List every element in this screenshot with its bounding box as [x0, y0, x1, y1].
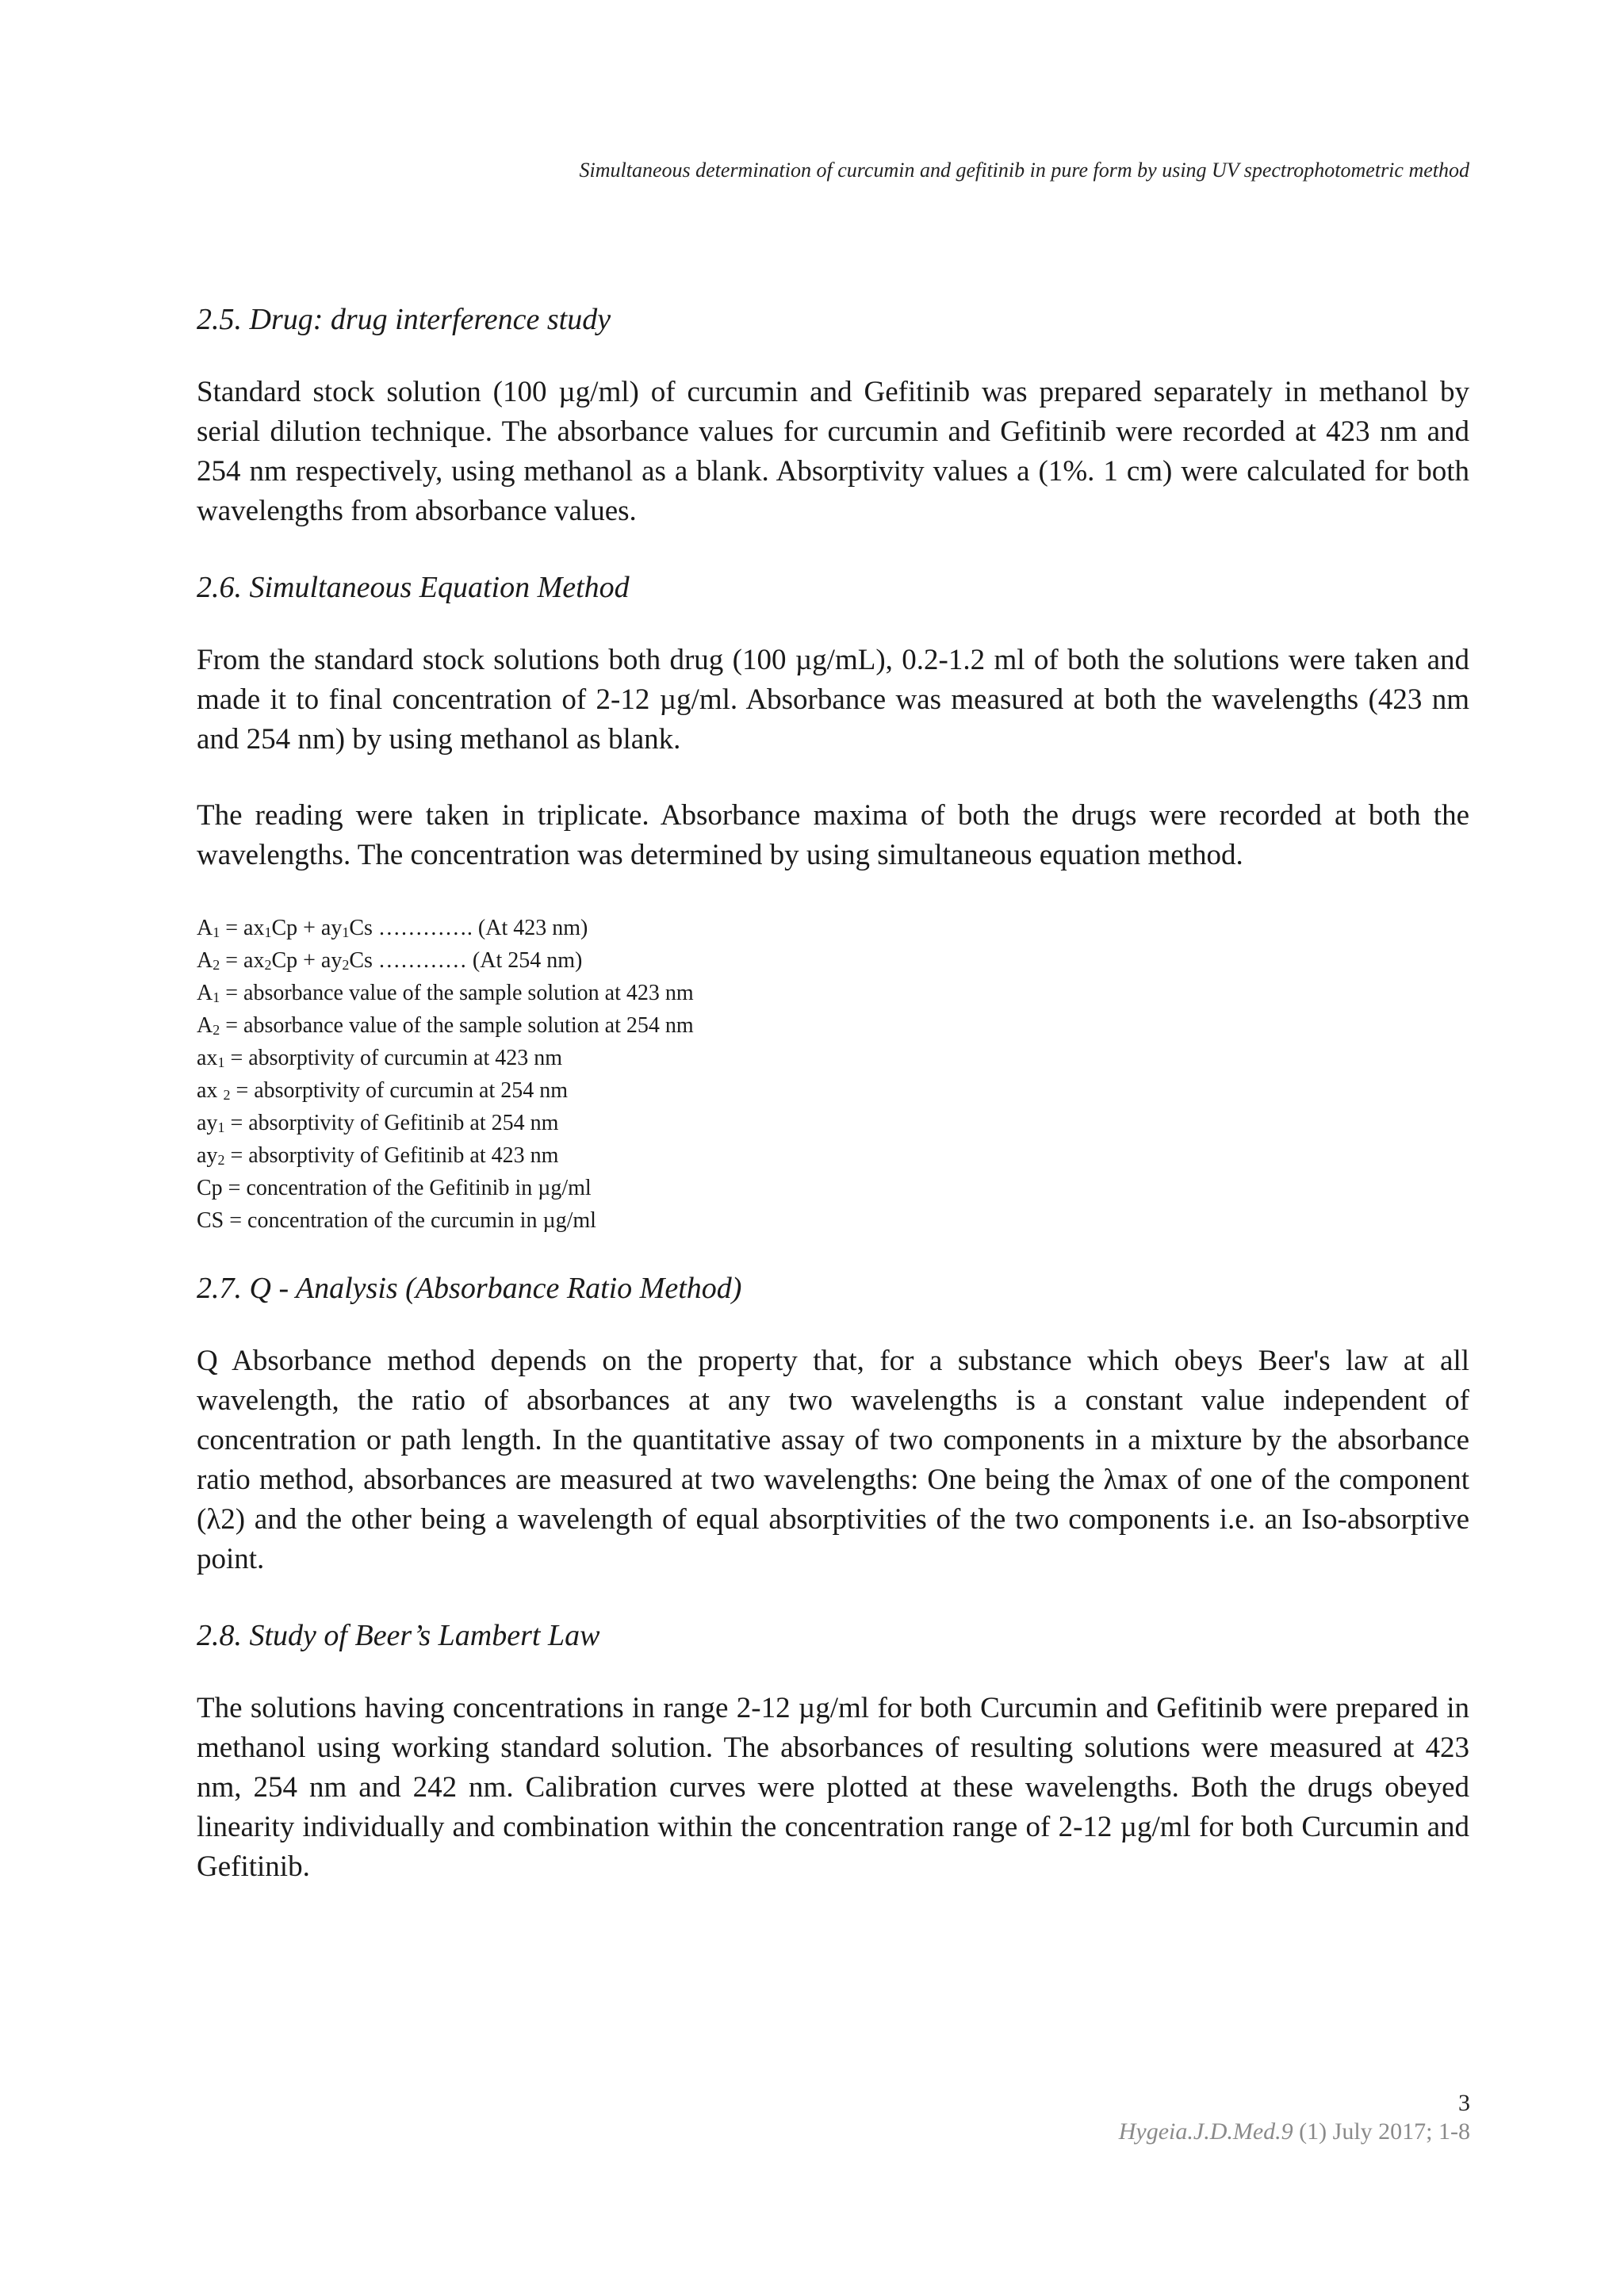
- equation-block: [197, 912, 1469, 1237]
- definition-ay2: $ay_2$ = absorptivity of Gefitinib at 423 nm: [197, 1143, 559, 1168]
- paragraph-2-6-a: From the standard stock solutions both drug (100 µg/mL), 0.2-1.2 ml of both the solutions were taken and made it to final concentration of 2-12 µg/ml. Absorbance was measured at both the wavelengths (423 nm and 254 nm) by using methanol as blank.: [197, 644, 1469, 756]
- equation-1: $A_1 = ax_1Cp + ay_1Cs$ …………. (At 423 nm): [197, 916, 588, 940]
- equation-2: $A_2 = ax_2Cp + ay_2Cs$ ………… (At 254 nm): [197, 948, 583, 973]
- section-heading-2-8: 2.8. Study of Beer’s Lambert Law: [197, 1619, 600, 1652]
- paragraph-2-7: Q Absorbance method depends on the property that, for a substance which obeys Beer's law at all wavelength, the ratio of absorbances at any two wavelengths is a constant value independent of concentration or path length. In the quantitative assay of two components in a mixture by the absorbance ratio method, absorbances are measured at two wavelengths: One being the λmax of one of the component (λ2) and the other being a wavelength of equal absorptivities of the two components i.e. an Iso-absorptive point.: [197, 1345, 1469, 1575]
- journal-issue: (1) July 2017; 1-8: [1293, 2118, 1470, 2145]
- section-heading-2-7: 2.7. Q - Analysis (Absorbance Ratio Method): [197, 1272, 742, 1305]
- page-number: 3: [1458, 2090, 1470, 2116]
- definition-ay1: $ay_1$ = absorptivity of Gefitinib at 254 nm: [197, 1111, 559, 1135]
- paragraph-2-5: Standard stock solution (100 µg/ml) of curcumin and Gefitinib was prepared separately in methanol by serial dilution technique. The absorbance values for curcumin and Gefitinib were recorded at 423 nm and 254 nm respectively, using methanol as a blank. Absorptivity values a (1%. 1 cm) were calculated for both wavelengths from absorbance values.: [197, 376, 1469, 527]
- definition-ax2: ax $_2$ = absorptivity of curcumin at 254 nm: [197, 1078, 569, 1103]
- paragraph-2-8: The solutions having concentrations in range 2-12 µg/ml for both Curcumin and Gefitinib were prepared in methanol using working standard solution. The absorbances of resulting solutions were measured at 423 nm, 254 nm and 242 nm. Calibration curves were plotted at these wavelengths. Both the drugs obeyed linearity individually and combination within the concentration range of 2-12 µg/ml for both Curcumin and Gefitinib.: [197, 1692, 1469, 1883]
- definition-cp: Cp = concentration of the Gefitinib in µg/ml: [197, 1176, 592, 1200]
- article-body: [197, 300, 1469, 1923]
- journal-citation: [1119, 2118, 1470, 2145]
- definition-cs: CS = concentration of the curcumin in µg/ml: [197, 1208, 596, 1233]
- definition-a1: $A_1$ = absorbance value of the sample solution at 423 nm: [197, 981, 694, 1005]
- paragraph-2-6-b: The reading were taken in triplicate. Absorbance maxima of both the drugs were recorded at both the wavelengths. The concentration was determined by using simultaneous equation method.: [197, 799, 1469, 871]
- definition-a2: $A_2$ = absorbance value of the sample solution at 254 nm: [197, 1013, 694, 1038]
- journal-name: Hygeia.J.D.Med.9: [1118, 2118, 1293, 2145]
- definition-ax1: $ax_1$ = absorptivity of curcumin at 423 nm: [197, 1046, 563, 1070]
- section-heading-2-5: 2.5. Drug: drug interference study: [197, 303, 611, 336]
- running-head: Simultaneous determination of curcumin and gefitinib in pure form by using UV spectrophotometric method: [579, 159, 1469, 182]
- section-heading-2-6: 2.6. Simultaneous Equation Method: [197, 571, 630, 604]
